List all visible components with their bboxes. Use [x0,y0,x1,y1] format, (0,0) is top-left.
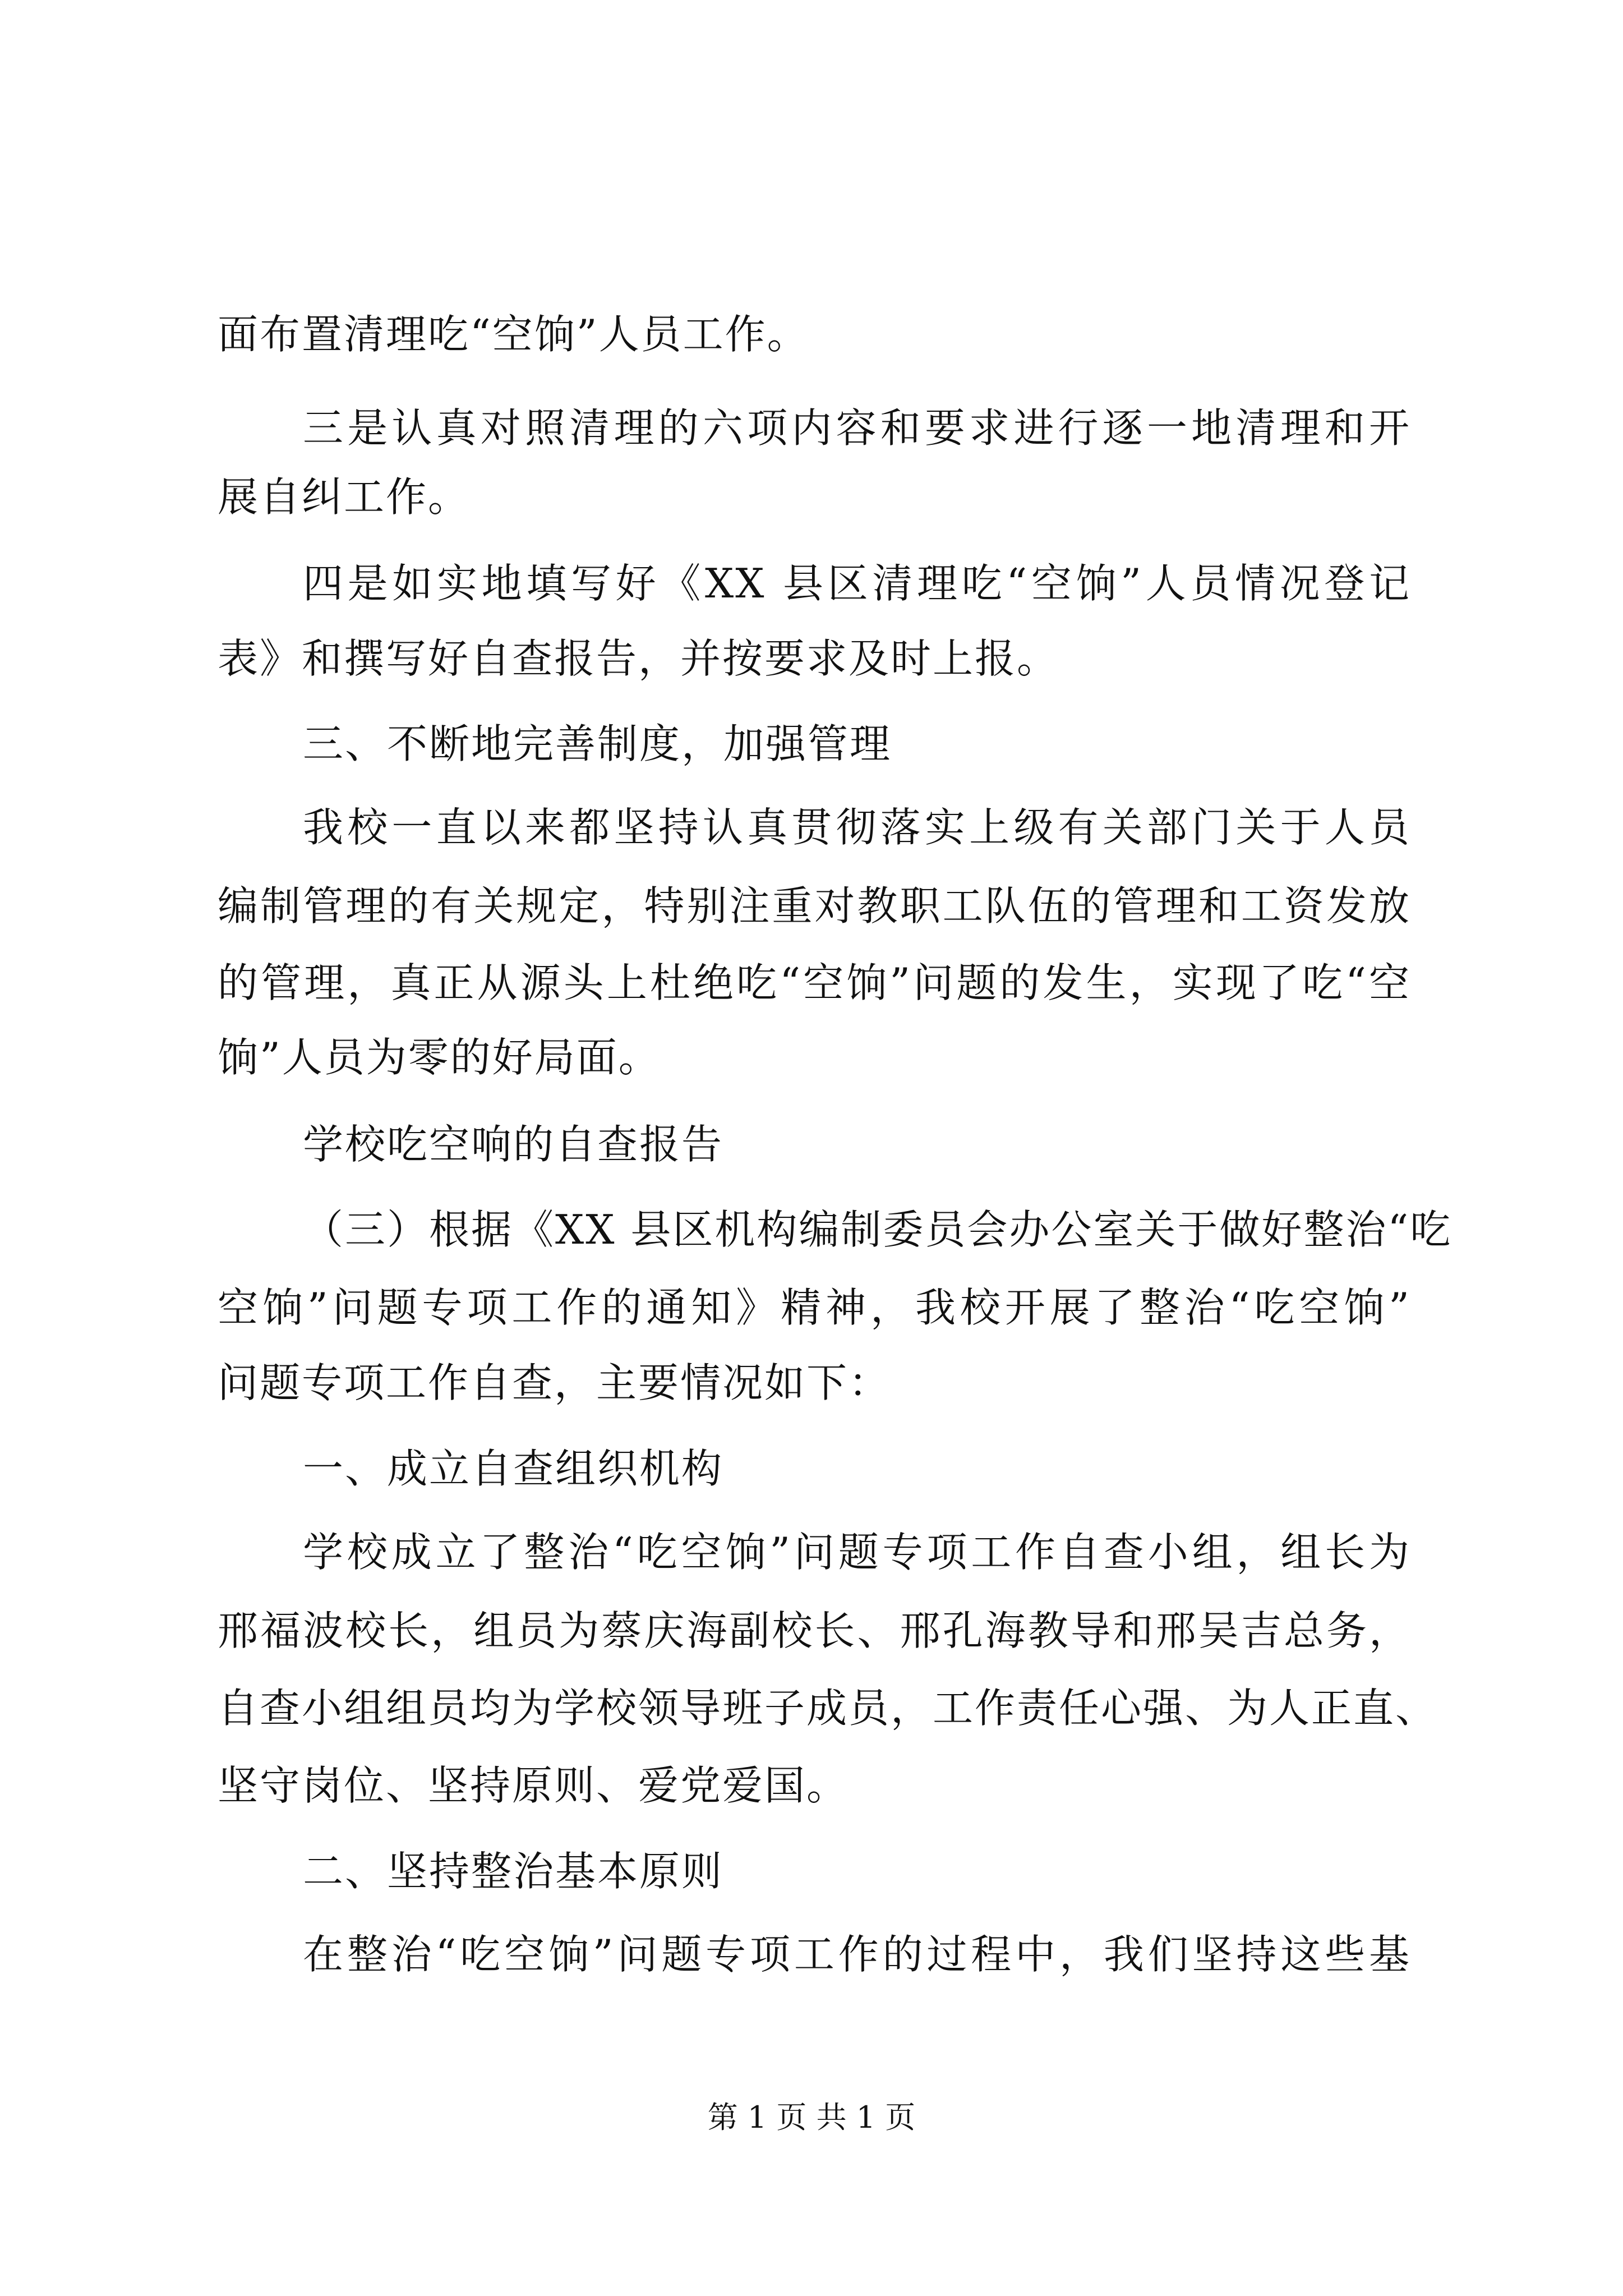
body-line: 问题专项工作自查，主要情况如下： [218,1359,891,1406]
body-line: （三）根据《XX 县区机构编制委员会办公室关于做好整治“吃 [303,1206,1453,1253]
section-heading: 一、成立自查组织机构 [303,1445,724,1492]
body-line: 表》和撰写好自查报告，并按要求及时上报。 [218,635,1059,682]
body-line: 在整治“吃空饷”问题专项工作的过程中，我们坚持这些基 [303,1931,1411,1978]
body-line: 自查小组组员均为学校领导班子成员，工作责任心强、为人正直、 [218,1685,1438,1732]
body-line: 邢福波校长，组员为蔡庆海副校长、邢孔海教导和邢吴吉总务， [218,1607,1411,1654]
page-footer: 第 1 页 共 1 页 [707,2100,916,2135]
body-line: 饷”人员为零的好局面。 [218,1034,661,1081]
article-title: 学校吃空响的自查报告 [303,1121,724,1168]
section-heading: 二、坚持整治基本原则 [303,1848,724,1895]
body-line: 的管理，真正从源头上杜绝吃“空饷”问题的发生，实现了吃“空 [218,959,1411,1006]
body-line: 坚守岗位、坚持原则、爱党爱国。 [218,1762,849,1809]
body-line: 学校成立了整治“吃空饷”问题专项工作自查小组，组长为 [303,1529,1411,1576]
body-line: 三是认真对照清理的六项内容和要求进行逐一地清理和开 [303,404,1411,452]
body-line: 四是如实地填写好《XX 县区清理吃“空饷”人员情况登记 [303,560,1411,607]
body-line: 编制管理的有关规定，特别注重对教职工队伍的管理和工资发放 [218,882,1411,930]
body-line: 空饷”问题专项工作的通知》精神，我校开展了整治“吃空饷” [218,1284,1411,1331]
body-line: 我校一直以来都坚持认真贯彻落实上级有关部门关于人员 [303,804,1411,851]
body-line: 展自纠工作。 [218,473,471,521]
body-line: 面布置清理吃“空饷”人员工作。 [218,311,809,358]
section-heading: 三、不断地完善制度，加强管理 [303,720,892,767]
